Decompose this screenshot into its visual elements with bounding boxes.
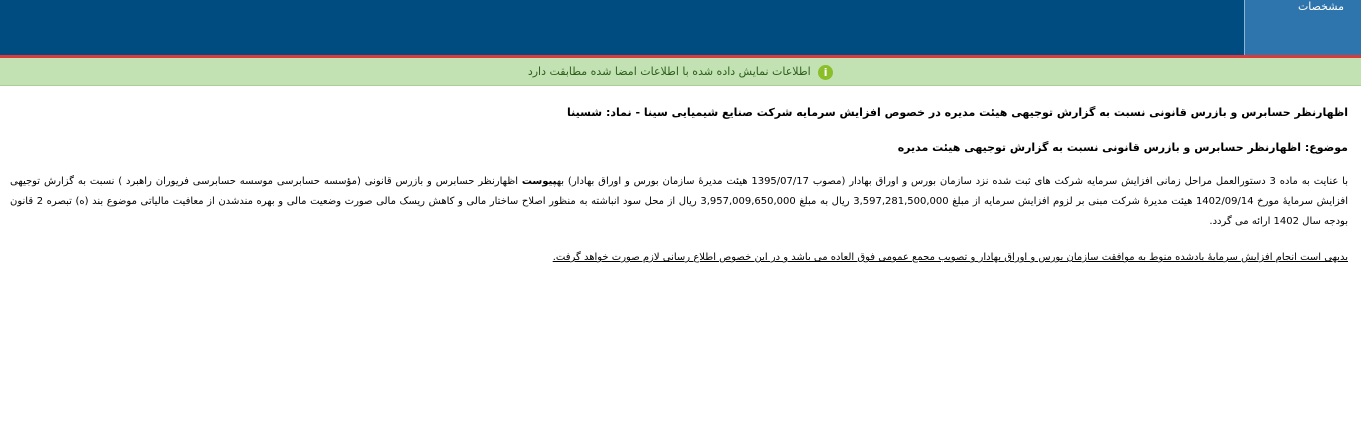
body-text-part1: با عنایت به ماده 3 دستورالعمل مراحل زمانی افزایش سرمایه شرکت های ثبت شده نزد سازمان بورس و اوراق بهادار (مصوب 1395/07/17 هیئت مدیرهٔ سازمان بورس و اوراق بهادار) به [556, 176, 1349, 187]
tab-details[interactable] [1244, 0, 1361, 55]
announcement-body [10, 172, 1348, 232]
tab-details-label: مشخصات [1297, 0, 1344, 13]
top-header-bar [0, 0, 1361, 56]
announcement-title: اظهارنظر حسابرس و بازرس قانونی نسبت به گزارش توجیهی هیئت مدیره در خصوص افزایش سرمایه شرکت صنایع شیمیایی سینا - نماد: شسینا [567, 106, 1348, 119]
info-icon: i [818, 65, 833, 80]
verification-notice [0, 64, 1361, 80]
body-text-part2: اظهارنظر حسابرس و بازرس قانونی (مؤسسه حسابرسی موسسه حسابرسی فریوران راهبرد ) نسبت به گزارش توجیهی افزایش سرمایهٔ مورخ 1402/09/14 هیئت مدیرهٔ شرکت مبنی بر لزوم افزایش سرمایه از مبلغ 3,597,281,500,000 ریال به مبلغ 3,957,009,650,000 ریال از محل سود انباشته به منظور اصلاح ساختار مالی و کاهش ریسک مالی صورت وضعیت مالی و بهره مندشدن از معافیت مالیاتی موضوع بند (ه) تبصره 2 قانون بودجه سال 1402 ارائه می گردد. [10, 176, 1348, 227]
announcement-subject [898, 139, 1348, 157]
subject-text: اظهارنظر حسابرس و بازرس قانونی نسبت به گزارش توجیهی هیئت مدیره [897, 141, 1301, 154]
announcement-note: بدیهی است انجام افزایش سرمایهٔ یادشده منوط به موافقت سازمان بورس و اوراق بهادار و تصویب مجمع عمومی فوق العاده می باشد و در این خصوص اطلاع رسانی لازم صورت خواهد گرفت. [552, 252, 1348, 263]
verification-notice-bar [0, 58, 1361, 86]
verification-notice-text: اطلاعات نمایش داده شده با اطلاعات امضا شده مطابقت دارد [527, 65, 811, 78]
body-bold-attachment: پیوست [521, 176, 557, 187]
subject-label: موضوع: [1304, 141, 1348, 154]
